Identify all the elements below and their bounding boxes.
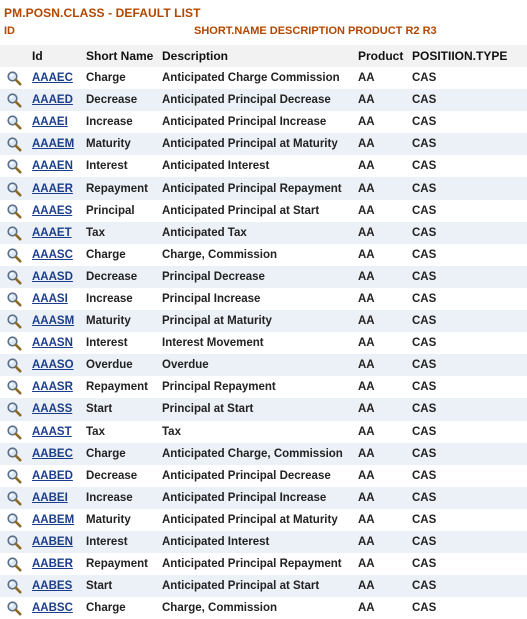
cell-short-name: Maturity: [84, 133, 160, 155]
column-header-short-name[interactable]: Short Name: [84, 45, 160, 67]
magnifier-icon[interactable]: [6, 225, 22, 241]
table-row: [0, 332, 527, 354]
drilldown-cell: [0, 531, 30, 553]
selection-id-label: ID: [4, 25, 15, 37]
record-id-link[interactable]: AAASO: [32, 359, 74, 372]
drilldown-cell: [0, 155, 30, 177]
cell-position-type: CAS: [410, 443, 527, 465]
record-id-link[interactable]: AABEM: [32, 513, 75, 526]
cell-id: [30, 200, 84, 222]
cell-id: [30, 67, 84, 89]
cell-id: [30, 89, 84, 111]
drilldown-cell: [0, 354, 30, 376]
cell-short-name: Decrease: [84, 89, 160, 111]
record-id-link[interactable]: AAASI: [32, 292, 68, 305]
cell-product: AA: [356, 553, 410, 575]
record-id-link[interactable]: AABSC: [32, 602, 73, 615]
table-row: [0, 465, 527, 487]
drilldown-cell: [0, 465, 30, 487]
record-id-link[interactable]: AAASN: [32, 337, 73, 350]
cell-product: AA: [356, 509, 410, 531]
cell-position-type: CAS: [410, 575, 527, 597]
magnifier-icon[interactable]: [6, 181, 22, 197]
table-row: [0, 421, 527, 443]
magnifier-icon[interactable]: [6, 203, 22, 219]
table-row: [0, 487, 527, 509]
cell-position-type: CAS: [410, 332, 527, 354]
record-id-link[interactable]: AAAER: [32, 182, 73, 195]
drilldown-cell: [0, 288, 30, 310]
cell-description: Overdue: [160, 354, 356, 376]
cell-position-type: CAS: [410, 89, 527, 111]
cell-id: [30, 266, 84, 288]
drilldown-cell: [0, 332, 30, 354]
record-id-link[interactable]: AABEC: [32, 447, 73, 460]
cell-id: [30, 575, 84, 597]
cell-product: AA: [356, 398, 410, 420]
magnifier-icon[interactable]: [6, 158, 22, 174]
cell-short-name: Interest: [84, 531, 160, 553]
magnifier-icon[interactable]: [6, 556, 22, 572]
record-id-link[interactable]: AAAST: [32, 425, 72, 438]
cell-product: AA: [356, 200, 410, 222]
magnifier-icon[interactable]: [6, 379, 22, 395]
cell-description: Anticipated Principal at Start: [160, 575, 356, 597]
cell-description: Anticipated Principal Decrease: [160, 89, 356, 111]
table-row: [0, 310, 527, 332]
cell-description: Tax: [160, 421, 356, 443]
cell-position-type: CAS: [410, 398, 527, 420]
cell-short-name: Repayment: [84, 177, 160, 199]
cell-id: [30, 421, 84, 443]
cell-description: Anticipated Tax: [160, 222, 356, 244]
cell-id: [30, 443, 84, 465]
cell-position-type: CAS: [410, 421, 527, 443]
cell-id: [30, 310, 84, 332]
drilldown-cell: [0, 398, 30, 420]
cell-id: [30, 531, 84, 553]
drilldown-cell: [0, 575, 30, 597]
cell-short-name: Charge: [84, 67, 160, 89]
cell-position-type: CAS: [410, 244, 527, 266]
cell-product: AA: [356, 597, 410, 619]
cell-product: AA: [356, 354, 410, 376]
cell-description: Anticipated Principal Increase: [160, 111, 356, 133]
record-id-link[interactable]: AAASR: [32, 381, 73, 394]
cell-product: AA: [356, 266, 410, 288]
magnifier-icon[interactable]: [6, 600, 22, 616]
drilldown-cell: [0, 244, 30, 266]
cell-description: Anticipated Interest: [160, 155, 356, 177]
table-row: [0, 266, 527, 288]
cell-description: Principal Increase: [160, 288, 356, 310]
table-row: [0, 354, 527, 376]
cell-description: Anticipated Principal Repayment: [160, 177, 356, 199]
cell-position-type: CAS: [410, 509, 527, 531]
cell-id: [30, 509, 84, 531]
cell-short-name: Increase: [84, 111, 160, 133]
magnifier-icon[interactable]: [6, 401, 22, 417]
cell-description: Anticipated Interest: [160, 531, 356, 553]
record-id-link[interactable]: AAASC: [32, 248, 73, 261]
table-row: [0, 531, 527, 553]
enquiry-results-table: [0, 45, 527, 619]
magnifier-icon[interactable]: [6, 136, 22, 152]
drilldown-cell: [0, 222, 30, 244]
cell-description: Anticipated Principal at Start: [160, 200, 356, 222]
cell-id: [30, 244, 84, 266]
cell-product: AA: [356, 310, 410, 332]
cell-description: Charge, Commission: [160, 244, 356, 266]
cell-short-name: Start: [84, 398, 160, 420]
cell-position-type: CAS: [410, 354, 527, 376]
enquiry-title: PM.POSN.CLASS - DEFAULT LIST: [4, 6, 201, 20]
cell-description: Principal Decrease: [160, 266, 356, 288]
table-row: [0, 200, 527, 222]
cell-id: [30, 487, 84, 509]
drilldown-cell: [0, 111, 30, 133]
magnifier-icon[interactable]: [6, 247, 22, 263]
cell-id: [30, 133, 84, 155]
table-row: [0, 288, 527, 310]
cell-description: Charge, Commission: [160, 597, 356, 619]
cell-short-name: Repayment: [84, 376, 160, 398]
table-row: [0, 398, 527, 420]
magnifier-icon[interactable]: [6, 357, 22, 373]
record-id-link[interactable]: AAAED: [32, 94, 73, 107]
cell-short-name: Maturity: [84, 509, 160, 531]
drilldown-cell: [0, 487, 30, 509]
record-id-link[interactable]: AABES: [32, 580, 73, 593]
cell-product: AA: [356, 244, 410, 266]
cell-product: AA: [356, 177, 410, 199]
cell-position-type: CAS: [410, 310, 527, 332]
cell-product: AA: [356, 288, 410, 310]
table-row: [0, 155, 527, 177]
cell-description: Anticipated Principal Repayment: [160, 553, 356, 575]
cell-position-type: CAS: [410, 133, 527, 155]
cell-product: AA: [356, 575, 410, 597]
record-id-link[interactable]: AABEN: [32, 536, 73, 549]
drilldown-cell: [0, 443, 30, 465]
cell-position-type: CAS: [410, 597, 527, 619]
record-id-link[interactable]: AAAEM: [32, 138, 75, 151]
column-header-product[interactable]: Product: [356, 45, 410, 67]
table-row: [0, 575, 527, 597]
record-id-link[interactable]: AAASS: [32, 403, 73, 416]
cell-product: AA: [356, 155, 410, 177]
cell-product: AA: [356, 67, 410, 89]
cell-position-type: CAS: [410, 111, 527, 133]
cell-product: AA: [356, 531, 410, 553]
record-id-link[interactable]: AAAEI: [32, 116, 68, 129]
cell-description: Interest Movement: [160, 332, 356, 354]
table-row: [0, 177, 527, 199]
cell-description: Anticipated Principal Decrease: [160, 465, 356, 487]
cell-short-name: Charge: [84, 244, 160, 266]
table-row: [0, 244, 527, 266]
record-id-link[interactable]: AAAES: [32, 204, 73, 217]
column-header-drill: [0, 45, 30, 67]
table-row: [0, 553, 527, 575]
magnifier-icon[interactable]: [6, 424, 22, 440]
cell-short-name: Increase: [84, 487, 160, 509]
selection-header: [0, 25, 527, 41]
cell-product: AA: [356, 421, 410, 443]
cell-position-type: CAS: [410, 487, 527, 509]
magnifier-icon[interactable]: [6, 468, 22, 484]
cell-short-name: Tax: [84, 421, 160, 443]
cell-short-name: Principal: [84, 200, 160, 222]
cell-id: [30, 465, 84, 487]
table-row: [0, 89, 527, 111]
column-header-id[interactable]: Id: [30, 45, 84, 67]
table-row: [0, 376, 527, 398]
drilldown-cell: [0, 553, 30, 575]
column-header-position-type[interactable]: POSITIION.TYPE: [410, 45, 527, 67]
cell-id: [30, 376, 84, 398]
cell-short-name: Repayment: [84, 553, 160, 575]
cell-short-name: Charge: [84, 443, 160, 465]
record-id-link[interactable]: AAAEC: [32, 72, 73, 85]
cell-position-type: CAS: [410, 553, 527, 575]
table-row: [0, 67, 527, 89]
record-id-link[interactable]: AAASD: [32, 270, 73, 283]
cell-position-type: CAS: [410, 465, 527, 487]
cell-description: Anticipated Charge Commission: [160, 67, 356, 89]
cell-position-type: CAS: [410, 288, 527, 310]
cell-short-name: Start: [84, 575, 160, 597]
table-row: [0, 133, 527, 155]
drilldown-cell: [0, 133, 30, 155]
magnifier-icon[interactable]: [6, 70, 22, 86]
drilldown-cell: [0, 200, 30, 222]
table-row: [0, 111, 527, 133]
cell-position-type: CAS: [410, 266, 527, 288]
drilldown-cell: [0, 376, 30, 398]
cell-product: AA: [356, 487, 410, 509]
drilldown-cell: [0, 67, 30, 89]
cell-short-name: Maturity: [84, 310, 160, 332]
cell-id: [30, 398, 84, 420]
cell-short-name: Interest: [84, 155, 160, 177]
cell-product: AA: [356, 443, 410, 465]
cell-short-name: Overdue: [84, 354, 160, 376]
record-id-link[interactable]: AAAET: [32, 226, 72, 239]
magnifier-icon[interactable]: [6, 269, 22, 285]
cell-description: Anticipated Principal at Maturity: [160, 509, 356, 531]
magnifier-icon[interactable]: [6, 114, 22, 130]
selection-fields-label: SHORT.NAME DESCRIPTION PRODUCT R2 R3: [194, 25, 437, 37]
record-id-link[interactable]: AABEI: [32, 491, 68, 504]
drilldown-cell: [0, 89, 30, 111]
magnifier-icon[interactable]: [6, 446, 22, 462]
cell-short-name: Interest: [84, 332, 160, 354]
magnifier-icon[interactable]: [6, 291, 22, 307]
cell-id: [30, 111, 84, 133]
cell-product: AA: [356, 89, 410, 111]
cell-id: [30, 155, 84, 177]
cell-product: AA: [356, 465, 410, 487]
magnifier-icon[interactable]: [6, 335, 22, 351]
cell-position-type: CAS: [410, 376, 527, 398]
cell-product: AA: [356, 111, 410, 133]
drilldown-cell: [0, 266, 30, 288]
magnifier-icon[interactable]: [6, 92, 22, 108]
record-id-link[interactable]: AAASM: [32, 315, 75, 328]
cell-product: AA: [356, 222, 410, 244]
record-id-link[interactable]: AABER: [32, 558, 73, 571]
column-header-description[interactable]: Description: [160, 45, 356, 67]
cell-product: AA: [356, 133, 410, 155]
cell-id: [30, 354, 84, 376]
cell-description: Anticipated Principal Increase: [160, 487, 356, 509]
cell-short-name: Increase: [84, 288, 160, 310]
cell-product: AA: [356, 332, 410, 354]
drilldown-cell: [0, 421, 30, 443]
cell-short-name: Tax: [84, 222, 160, 244]
magnifier-icon[interactable]: [6, 313, 22, 329]
table-row: [0, 509, 527, 531]
cell-product: AA: [356, 376, 410, 398]
cell-id: [30, 222, 84, 244]
cell-position-type: CAS: [410, 200, 527, 222]
record-id-link[interactable]: AABED: [32, 469, 73, 482]
cell-description: Anticipated Charge, Commission: [160, 443, 356, 465]
drilldown-cell: [0, 509, 30, 531]
cell-description: Principal at Start: [160, 398, 356, 420]
cell-position-type: CAS: [410, 531, 527, 553]
table-header-row: [0, 45, 527, 67]
cell-position-type: CAS: [410, 67, 527, 89]
magnifier-icon[interactable]: [6, 490, 22, 506]
magnifier-icon[interactable]: [6, 512, 22, 528]
cell-description: Anticipated Principal at Maturity: [160, 133, 356, 155]
cell-description: Principal Repayment: [160, 376, 356, 398]
magnifier-icon[interactable]: [6, 578, 22, 594]
cell-description: Principal at Maturity: [160, 310, 356, 332]
cell-short-name: Decrease: [84, 465, 160, 487]
cell-id: [30, 288, 84, 310]
cell-id: [30, 177, 84, 199]
cell-position-type: CAS: [410, 222, 527, 244]
drilldown-cell: [0, 177, 30, 199]
cell-position-type: CAS: [410, 155, 527, 177]
cell-id: [30, 332, 84, 354]
record-id-link[interactable]: AAAEN: [32, 160, 73, 173]
cell-short-name: Charge: [84, 597, 160, 619]
magnifier-icon[interactable]: [6, 534, 22, 550]
table-row: [0, 443, 527, 465]
cell-id: [30, 553, 84, 575]
table-row: [0, 222, 527, 244]
table-body: [0, 67, 527, 619]
drilldown-cell: [0, 310, 30, 332]
cell-short-name: Decrease: [84, 266, 160, 288]
cell-position-type: CAS: [410, 177, 527, 199]
